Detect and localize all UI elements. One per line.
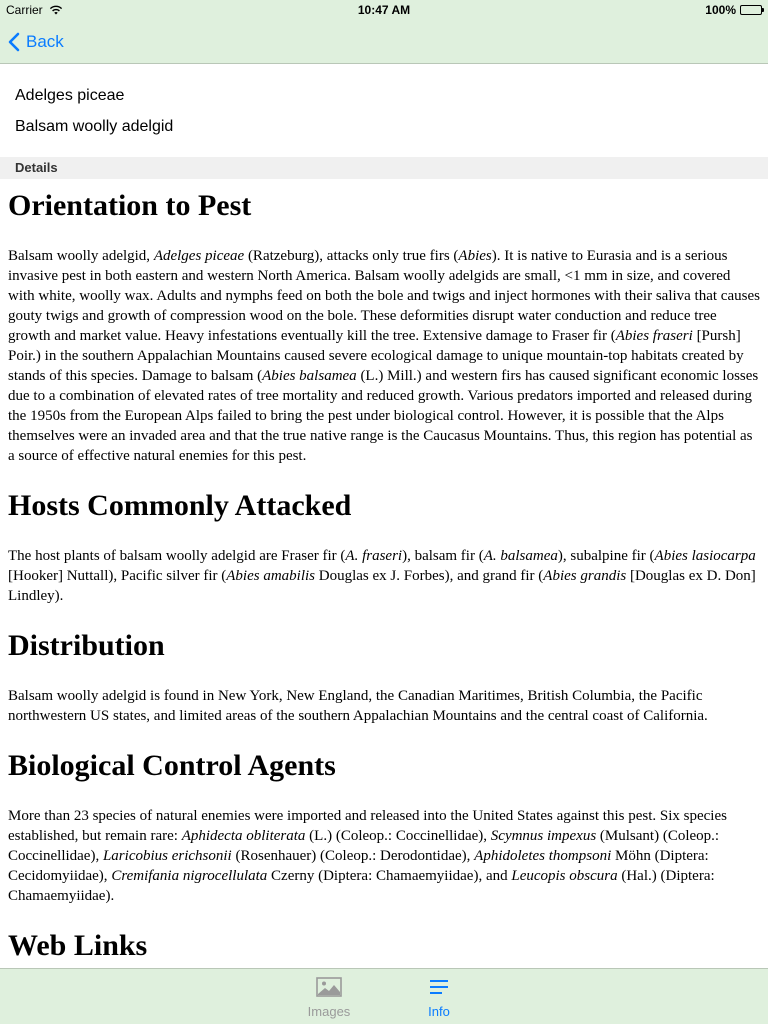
scientific-name: Adelges piceae — [15, 87, 125, 104]
paragraph-orientation: Balsam woolly adelgid, Adelges piceae (Ratzeburg), attacks only true firs (Abies). It is native to Eurasia and is a serious invasive pest in both eastern and western North America. Balsam woolly adelgids are small, <1 mm in size, and covered with white, woolly wax. Adults and nymphs feed on both the bole and twigs and inject hormones with their saliva that causes gouty twigs and growth of compression wood on the bole. These deformities disrupt water conduction and reduce tree growth and market value. Heavy infestations eventually kill the tree. Extensive damage to Fraser fir (Abies fraseri [Pursh] Poir.) in the southern Appalachian Mountains caused severe ecological damage to unique mountain-top habitats created by stands of this species. Damage to balsam (Abies balsamea (L.) Mill.) and western firs has caused significant economic losses due to a combination of elevated rates of tree mortality and reduced growth. Various predators imported and released during the 1950s from the European Alps failed to bring the pest under biological control. However, it is possible that the Alps themselves were an invaded area and that the true native range is the Caucasus Mountains. Thus, this region has potential as a source of effective natural enemies for this pest. — [8, 248, 760, 464]
tab-images[interactable] — [289, 977, 369, 1019]
battery-indicator — [705, 0, 762, 20]
carrier-label: Carrier — [6, 3, 43, 17]
list-icon — [428, 977, 450, 997]
heading-distribution: Distribution — [8, 629, 165, 662]
heading-weblinks: Web Links — [8, 929, 148, 962]
battery-icon — [740, 5, 762, 15]
heading-orientation: Orientation to Pest — [8, 189, 252, 222]
paragraph-biocontrol: More than 23 species of natural enemies were imported and released into the United States against this pest. Six species established, but remain rare: Aphidecta obliterata (L.) (Coleop.: Coccinellidae), Scymnus impexus (Mulsant) (Coleop.: Coccinellidae), Laricobius erichsonii (Rosenhauer) (Coleop.: Derodontidae), Aphidoletes thompsoni Möhn (Diptera: Cecidomyiidae), Cremifania nigrocellulata Czerny (Diptera: Chamaemyiidae), and Leucopis obscura (Hal.) (Diptera: Chamaemyiidae). — [8, 808, 727, 904]
heading-biocontrol: Biological Control Agents — [8, 749, 336, 782]
tab-bar — [0, 968, 768, 1024]
heading-hosts: Hosts Commonly Attacked — [8, 489, 352, 522]
back-label: Back — [26, 32, 64, 51]
paragraph-hosts: The host plants of balsam woolly adelgid are Fraser fir (A. fraseri), balsam fir (A. balsamea), subalpine fir (Abies lasiocarpa [Hooker] Nuttall), Pacific silver fir (Abies amabilis Douglas ex J. Forbes), and grand fir (Abies grandis [Douglas ex D. Don] Lindley). — [8, 548, 756, 604]
species-names — [15, 84, 173, 146]
clock: 10:47 AM — [357, 3, 411, 17]
chevron-left-icon — [8, 32, 20, 52]
article-content[interactable] — [8, 186, 760, 966]
common-name: Balsam woolly adelgid — [15, 118, 174, 135]
paragraph-distribution: Balsam woolly adelgid is found in New York, New England, the Canadian Maritimes, British Columbia, the Pacific northwestern US states, and limited areas of the southern Appalachian Mountains and the central coast of California. — [8, 688, 708, 724]
tab-images-label: Images — [307, 1004, 351, 1019]
battery-percent: 100% — [705, 3, 736, 17]
photo-icon — [316, 977, 342, 997]
status-bar — [0, 0, 768, 20]
tab-info[interactable] — [399, 977, 479, 1019]
tab-info-label: Info — [428, 1004, 450, 1019]
navigation-bar — [0, 0, 768, 64]
details-section-header: Details — [0, 157, 768, 179]
back-button[interactable] — [8, 28, 64, 56]
